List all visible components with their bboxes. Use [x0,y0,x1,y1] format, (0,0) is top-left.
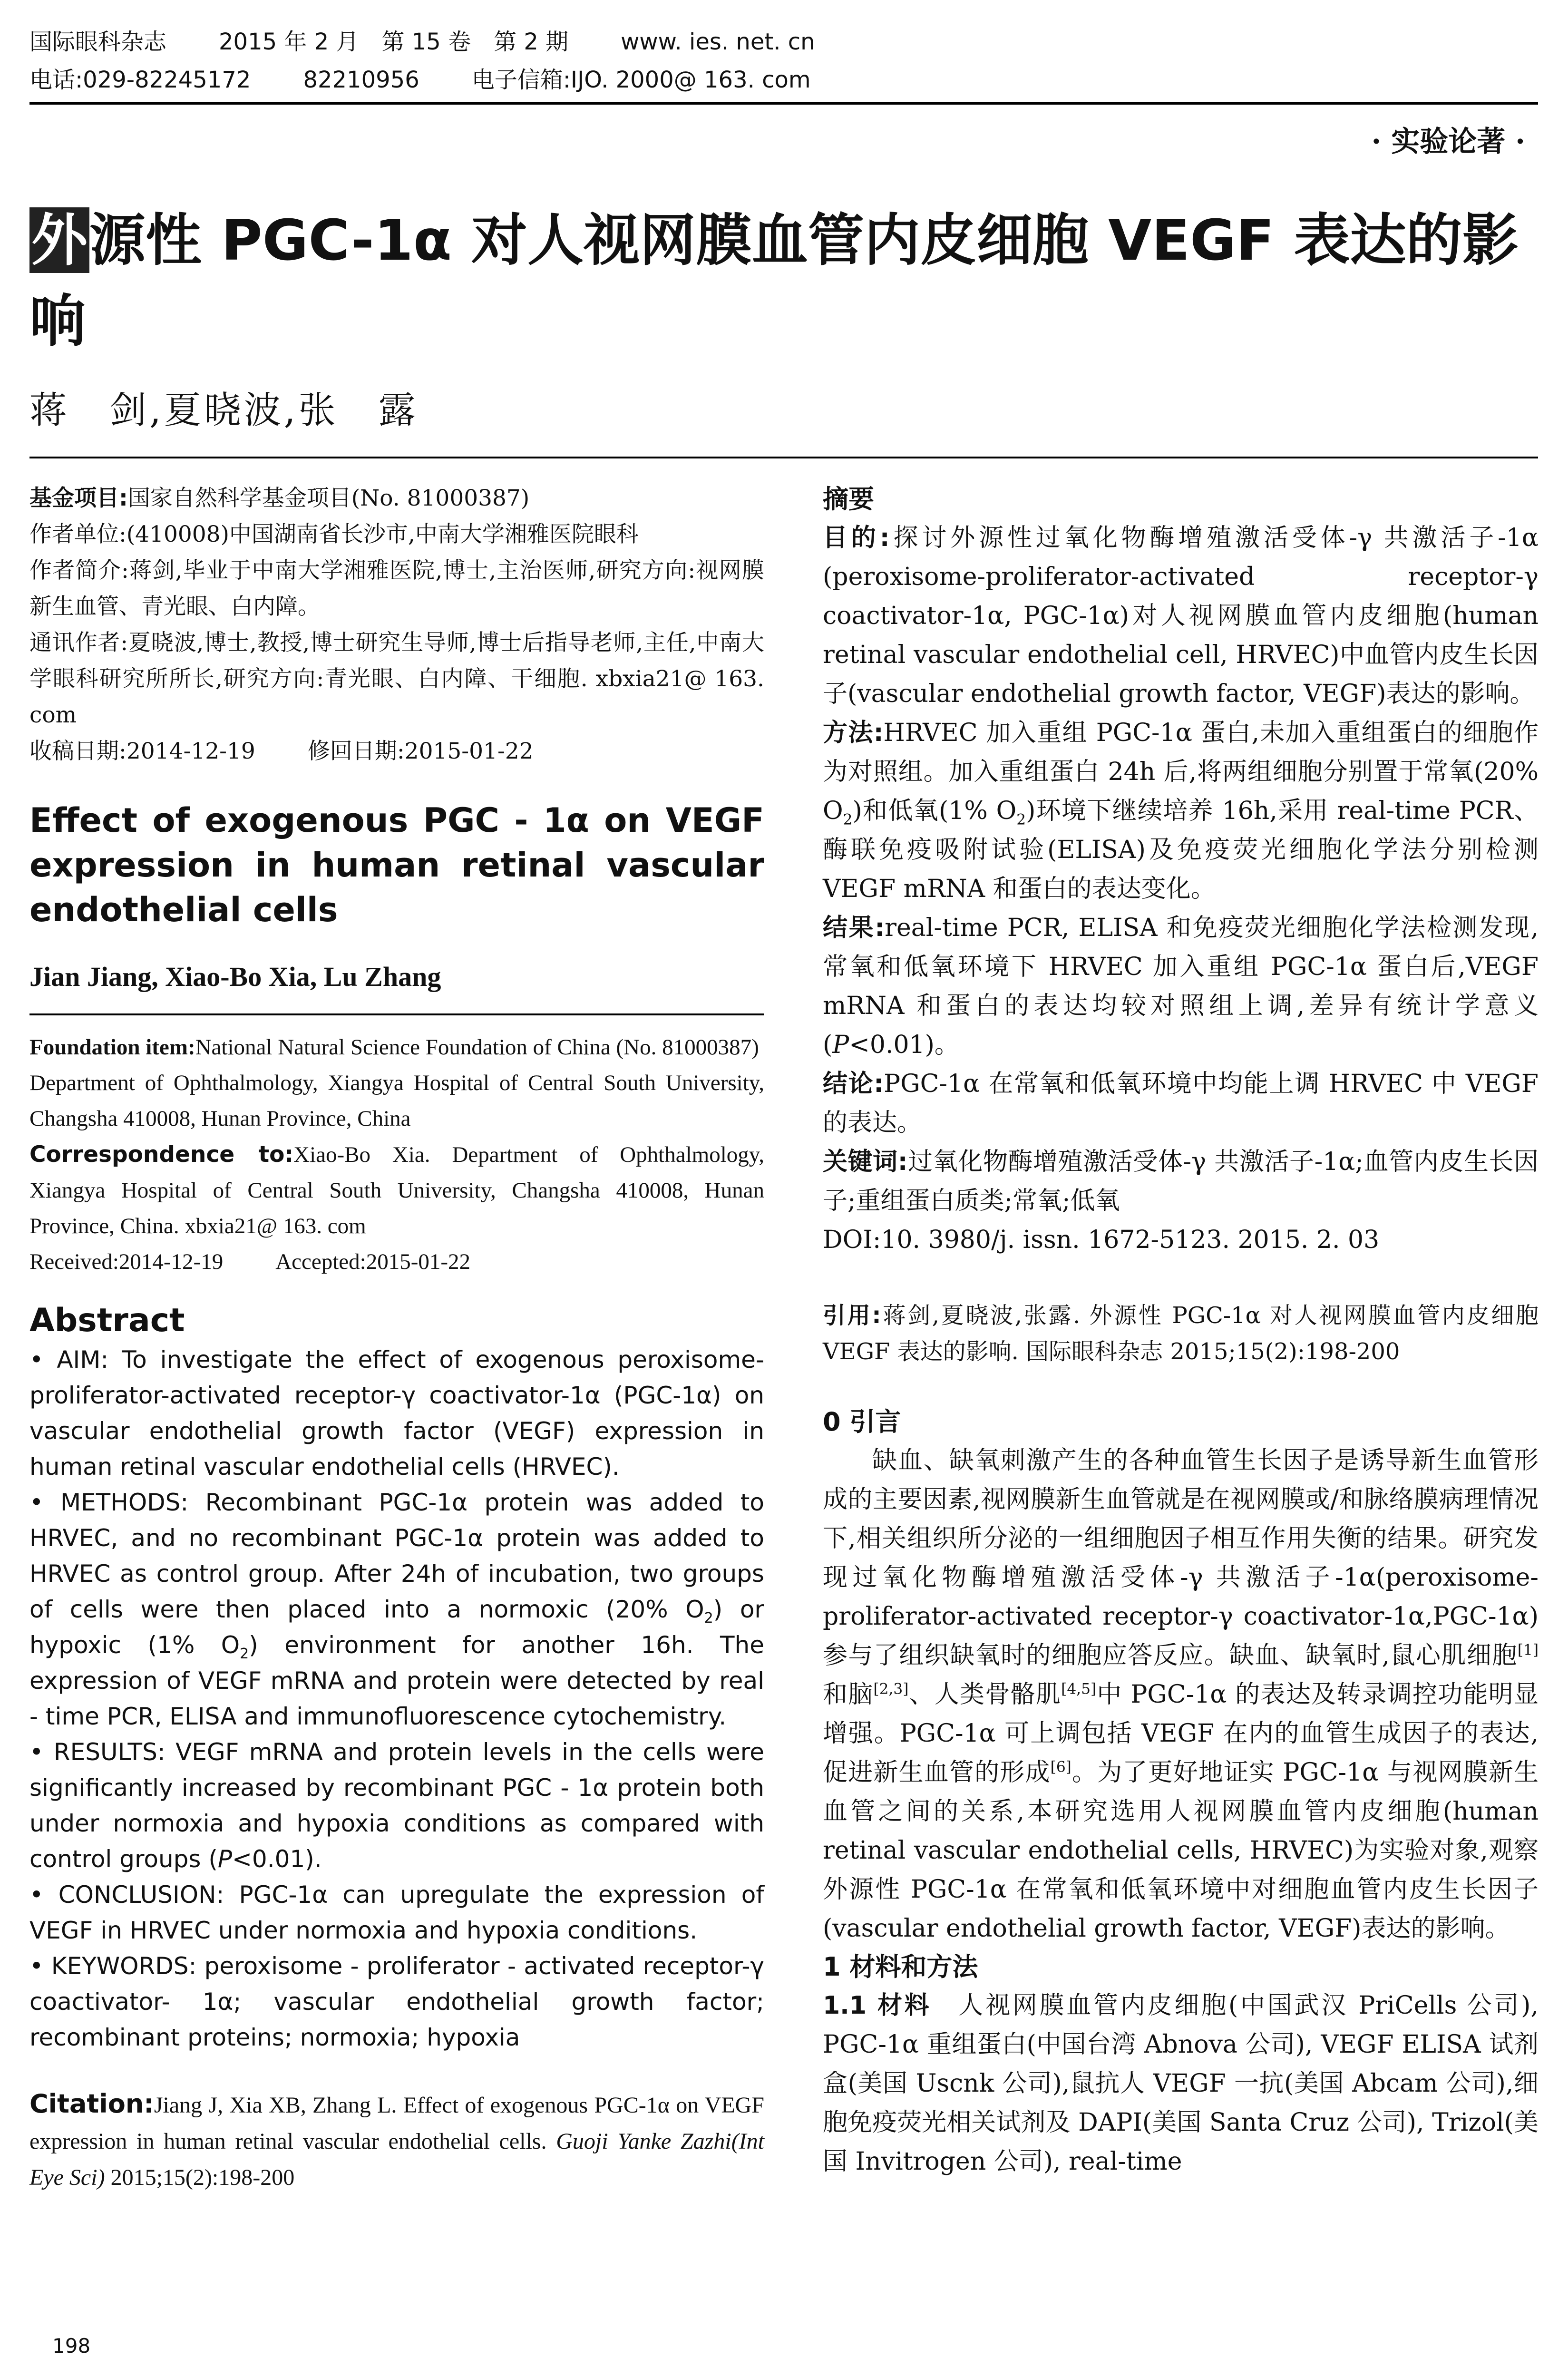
email[interactable]: 电子信箱:IJO. 2000@ 163. com [471,67,811,93]
phone: 电话:029-82245172 [29,67,251,93]
correspondence-en: Correspondence to:Xiao-Bo Xia. Department of Ophthalmology, Xiangya Hospital of Central South University, Changsha 410008, Hunan Province, China. xbxia21@ 163. com [29,1141,764,1238]
intro-paragraph: 缺血、缺氧刺激产生的各种血管生长因子是诱导新生血管形成的主要因素,视网膜新生血管就是在视网膜或/和脉络膜病理情况下,相关组织所分泌的一组细胞因子相互作用失衡的结果。研究发现过氧化物酶增殖激活受体-γ 共激活子-1α(peroxisome-proliferator-activated receptor-γ coactivator-1α,PGC-1α)参与了组织缺氧时的细胞应答反应。缺血、缺氧时,鼠心肌细胞[1]和脑[2,3]、人类骨骼肌[4,5]中 PGC-1α 的表达及转录调控功能明显增强。PGC-1α 可上调包括 VEGF 在内的血管生成因子的表达,促进新生血管的形成[6]。为了更好地证实 PGC-1α 与视网膜新生血管之间的关系,本研究选用人视网膜血管内皮细胞(human retinal vascular endothelial cells, HRVEC)为实验对象,观察外源性 PGC-1α 在常氧和低氧环境中对细胞血管内皮生长因子(vascular endothelial growth factor, VEGF)表达的影响。 [823,1446,1539,1943]
abstract-aim-en: • AIM: To investigate the effect of exogenous peroxisome-proliferator-activated receptor-γ coactivator-1α (PGC-1α) on vascular endothelial growth factor (VEGF) expression in human retinal vascular endothelial cells (HRVEC). [29,1346,764,1481]
citation-cn: 引用:蒋剑,夏晓波,张露. 外源性 PGC-1α 对人视网膜血管内皮细胞 VEGF 表达的影响. 国际眼科杂志 2015;15(2):198-200 [823,1302,1539,1365]
abstract-conclusion-en: • CONCLUSION: PGC-1α can upregulate the expression of VEGF in HRVEC under normoxia and hypoxia conditions. [29,1881,764,1944]
author-unit: 作者单位:(410008)中国湖南省长沙市,中南大学湘雅医院眼科 [29,521,639,547]
authors-en: Jian Jiang, Xiao-Bo Xia, Lu Zhang [29,961,441,992]
doi[interactable]: DOI:10. 3980/j. issn. 1672-5123. 2015. 2. 03 [823,1226,1380,1254]
abstract-keywords-cn: 关键词:过氧化物酶增殖激活受体-γ 共激活子-1α;血管内皮生长因子;重组蛋白质类;常氧;低氧 [823,1148,1539,1215]
materials-paragraph: 1.1 材料 人视网膜血管内皮细胞(中国武汉 PriCells 公司), PGC-1α 重组蛋白(中国台湾 Abnova 公司), VEGF ELISA 试剂盒(美国 Uscnk 公司),鼠抗人 VEGF 一抗(美国 Abcam 公司),细胞免疫荧光相关试剂及 DAPI(美国 Santa Cruz 公司), Trizol(美国 Invitrogen 公司), real-time [823,1991,1539,2176]
abstract-keywords-en: • KEYWORDS: peroxisome - proliferator - activated receptor-γ coactivator- 1α; vascular endothelial growth factor; recombinant proteins; normoxia; hypoxia [29,1952,764,2051]
authors-cn: 蒋 剑,夏晓波,张 露 [29,389,419,432]
corresponding-author: 通讯作者:夏晓波,博士,教授,博士研究生导师,博士后指导老师,主任,中南大学眼科研究所所长,研究方向:青光眼、白内障、干细胞. xbxia21@ 163. com [29,630,764,728]
left-column [29,480,764,2196]
abstract-methods-en: • METHODS: Recombinant PGC-1α protein was added to HRVEC, and no recombinant PGC-1α protein was added to HRVEC as control group. After 24h of incubation, two groups of cells were then placed into a normoxic (20% $O_2$) or hypoxic (1% $O_2$) environment for another 16h. The expression of VEGF mRNA and protein were detected by real - time PCR, ELISA and immunofluorescence cytochemistry. [29,1489,764,1730]
department-en: Department of Ophthalmology, Xiangya Hospital of Central South University, Changsha 410008, Hunan Province, China [29,1071,764,1131]
intro-heading: 0 引言 [823,1407,901,1437]
title-rest: 源性 PGC-1α 对人视网膜血管内皮细胞 VEGF 表达的影响 [29,207,1519,354]
foundation-item-en: Foundation item:National Natural Science Foundation of China (No. 81000387) [29,1035,759,1060]
methods-heading: 1 材料和方法 [823,1952,978,1982]
page-number: 198 [52,2334,91,2358]
abstract-results-en: • RESULTS: VEGF mRNA and protein levels in the cells were significantly increased by recombinant PGC - 1α protein both under normoxia and hypoxia conditions as compared with control groups (P<0.01). [29,1738,764,1873]
right-column [823,480,1539,2181]
journal-header [29,23,1538,99]
author-bio: 作者简介:蒋剑,毕业于中南大学湘雅医院,博士,主治医师,研究方向:视网膜新生血管、青光眼、白内障。 [29,557,764,620]
website[interactable]: www. ies. net. cn [621,29,815,55]
dates-en: Received:2014-12-19 Accepted:2015-01-22 [29,1249,471,1274]
abstract-conclusion-cn: 结论:PGC-1α 在常氧和低氧环境中均能上调 HRVEC 中 VEGF 的表达。 [823,1070,1539,1137]
abstract-results-cn: 结果:real-time PCR, ELISA 和免疫荧光细胞化学法检测发现,常氧和低氧环境下 HRVEC 加入重组 PGC-1α 蛋白后,VEGF mRNA 和蛋白的表达均较对照组上调,差异有统计学意义(P<0.01)。 [823,914,1539,1059]
foundation-cn: 基金项目:国家自然科学基金项目(No. 81000387) [29,485,530,511]
phone-2: 82210956 [303,67,419,93]
header-divider [29,102,1538,105]
journal-name: 国际眼科杂志 [29,29,167,55]
abstract-heading-en: Abstract [29,1302,185,1339]
abstract-aim-cn: 目的:探讨外源性过氧化物酶增殖激活受体-γ 共激活子-1α (peroxisome-proliferator-activated receptor-γ coactivator-1α, PGC-1α)对人视网膜血管内皮细胞(human retinal vascular endothelial cell, HRVEC)中血管内皮生长因子(vascular endothelial growth factor, VEGF)表达的影响。 [823,524,1539,708]
authors-divider [29,457,1538,458]
article-title-en: Effect of exogenous PGC - 1α on VEGF expression in human retinal vascular endothelial cells [29,801,764,929]
section-tag: · 实验论著 · [1371,125,1525,158]
en-authors-divider [29,1013,764,1015]
dates-cn: 收稿日期:2014-12-19 修回日期:2015-01-22 [29,738,534,764]
title-first-char: 外 [29,207,89,273]
issue-info: 2015 年 2 月 第 15 卷 第 2 期 [219,29,569,55]
abstract-heading-cn: 摘要 [823,484,874,514]
article-title-cn [29,200,1537,361]
abstract-methods-cn: 方法:HRVEC 加入重组 PGC-1α 蛋白,未加入重组蛋白的细胞作为对照组。加入重组蛋白 24h 后,将两组细胞分别置于常氧(20% $O_2$)和低氧(1% $O_2$)环境下继续培养 16h,采用 real-time PCR、酶联免疫吸附试验(ELISA)及免疫荧光细胞化学法分别检测 VEGF mRNA 和蛋白的表达变化。 [823,719,1539,903]
citation-en: Citation:Jiang J, Xia XB, Zhang L. Effect of exogenous PGC-1α on VEGF expression in human retinal vascular endothelial cells. Guoji Yanke Zazhi(Int Eye Sci) 2015;15(2):198-200 [29,2089,764,2190]
